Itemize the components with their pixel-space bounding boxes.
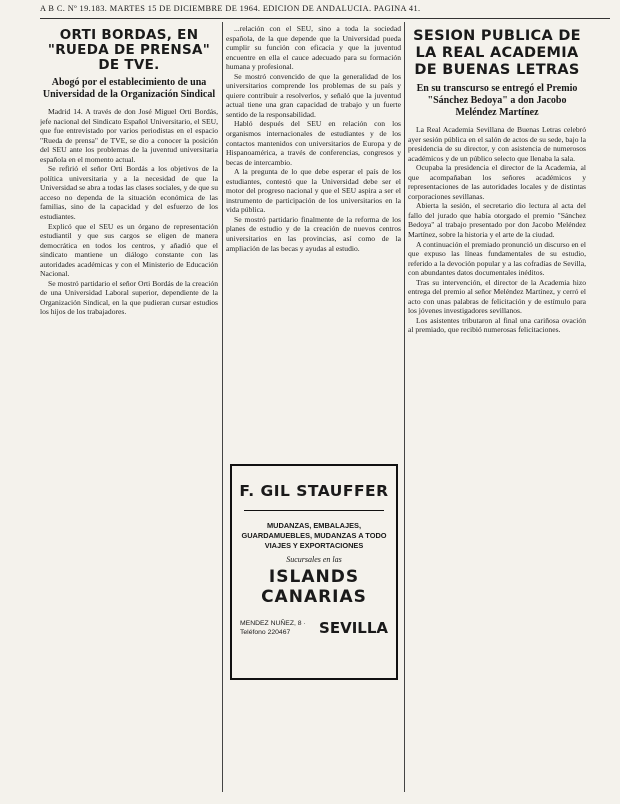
page-header: A B C. Nº 19.183. MARTES 15 DE DICIEMBRE DE 1964. EDICION DE ANDALUCIA. PAGINA 41. — [40, 4, 610, 19]
article-paragraph: Tras su intervención, el director de la Academia hizo entrega del premio al señor Meléndez Martínez, y cerró el acto con unas palabras de felicitación y de estímulo para los jóvenes investigadores sevillanos. — [408, 277, 586, 316]
article-paragraph: Los asistentes tributaron al final una cariñosa ovación al premiado, que recibió numerosas felicitaciones. — [408, 315, 586, 335]
article-paragraph: Se mostró partidario finalmente de la reforma de los planes de estudio y de la creación de nuevos centros universitarios en las provincias, así como de la ampliación de las becas y ayudas al estudio. — [226, 214, 401, 253]
article-paragraph: Habló después del SEU en relación con los organismos internacionales de estudiantes y de los contactos mantenidos con universitarios de Europa y de Hispanoamérica, a través de conferencias, congresos y becas de intercambio. — [226, 119, 401, 167]
ad-company-name: F. GIL STAUFFER — [239, 482, 389, 500]
column-2 — [226, 22, 401, 800]
article-headline: SESION PUBLICA DE LA REAL ACADEMIA DE BUENAS LETRAS — [413, 28, 581, 78]
column-divider — [404, 22, 405, 792]
article-headline: ORTI BORDAS, EN "RUEDA DE PRENSA" DE TVE. — [47, 27, 211, 73]
article-subhead: En su transcurso se entregó el Premio "Sánchez Bedoya" a don Jacobo Meléndez Martínez — [416, 83, 578, 118]
column-divider — [222, 22, 223, 792]
ad-city: SEVILLA — [319, 619, 388, 637]
ad-address: MENDEZ NUÑEZ, 8 · Teléfono 220467 — [240, 620, 306, 636]
article-paragraph: Se mostró partidario el señor Orti Bordás de la creación de una Universidad Laboral superior, dependiente de la Organización Sindical, en la que pudieran cursar estudios los hijos de los trabajadores. — [40, 278, 218, 317]
ad-islands: ISLANDS CANARIAS — [261, 567, 367, 607]
ad-divider — [244, 510, 384, 511]
article-paragraph: La Real Academia Sevillana de Buenas Letras celebró ayer sesión pública en el salón de actos de su sede, bajo la presidencia de su director, y con asistencia de numerosos académicos y de un público selecto que llenaba la sala. — [408, 125, 586, 163]
ad-footer-row — [240, 619, 388, 637]
advertisement-box — [230, 464, 398, 680]
article-subhead: Abogó por el establecimiento de una Universidad de la Organización Sindical — [42, 77, 216, 100]
article-paragraph: Madrid 14. A través de don José Miguel Orti Bordás, jefe nacional del Sindicato Español Universitario, el SEU, que fue entrevistado por varios periodistas en el espacio "Rueda de prensa" de TVE, se dio a conocer la posición del SEU ante los problemas de la juventud universitaria española en el momento actual. — [40, 107, 218, 164]
article-paragraph: Se refirió el señor Orti Bordás a los objetivos de la política universitaria y a la necesidad de que la Universidad se abra a todas las clases sociales, y de que su acceso no dependa de la situación económica de las familias, sino de la capacidad y del esfuerzo de los estudiantes. — [40, 164, 218, 222]
column-1 — [40, 22, 218, 800]
article-paragraph: A continuación el premiado pronunció un discurso en el que expuso las líneas fundamentales de su estudio, referido a la devoción popular y a las cofradías de Sevilla, con abundantes datos documentales inéditos. — [408, 239, 586, 278]
article-paragraph: Ocupaba la presidencia el director de la Academia, al que acompañaban los señores académicos y representaciones de las autoridades locales y de distintas corporaciones sevillanas. — [408, 163, 586, 201]
article-paragraph: ...relación con el SEU, sino a toda la sociedad española, de la que depende que la Universidad pueda cumplir su función con eficacia y que la juventud encuentre en ella el cauce adecuado para su formación humana y profesional. — [226, 24, 401, 72]
column-3 — [408, 22, 586, 800]
article-paragraph: Explicó que el SEU es un órgano de representación estudiantil y que sus cargos se eligen de manera democrática en todos los centros, y añadió que el sindicato mantiene un diálogo constante con las autoridades académicas y con el Ministerio de Educación Nacional. — [40, 221, 218, 279]
article-paragraph: Se mostró convencido de que la generalidad de los universitarios comprende los problemas de su país y quiere contribuir a resolverlos, y señaló que la juventud actual tiene una gran capacidad de trabajo y un fuerte sentido de la responsabilidad. — [226, 71, 401, 119]
ad-services: MUDANZAS, EMBALAJES, GUARDAMUEBLES, MUDANZAS A TODO VIAJES Y EXPORTACIONES — [241, 521, 387, 550]
article-paragraph: A la pregunta de lo que debe esperar el país de los estudiantes, contestó que la Universidad debe ser el motor del progreso nacional y que el SEU aspira a ser el instrumento de participación de los universitarios en la vida pública. — [226, 167, 401, 215]
ad-branches-label: Sucursales en las — [286, 555, 342, 564]
article-paragraph: Abierta la sesión, el secretario dio lectura al acta del fallo del jurado que había otorgado el premio "Sánchez Bedoya" al trabajo presentado por don Jacobo Meléndez Martínez, sobre la historia y el arte de la ciudad. — [408, 201, 586, 240]
